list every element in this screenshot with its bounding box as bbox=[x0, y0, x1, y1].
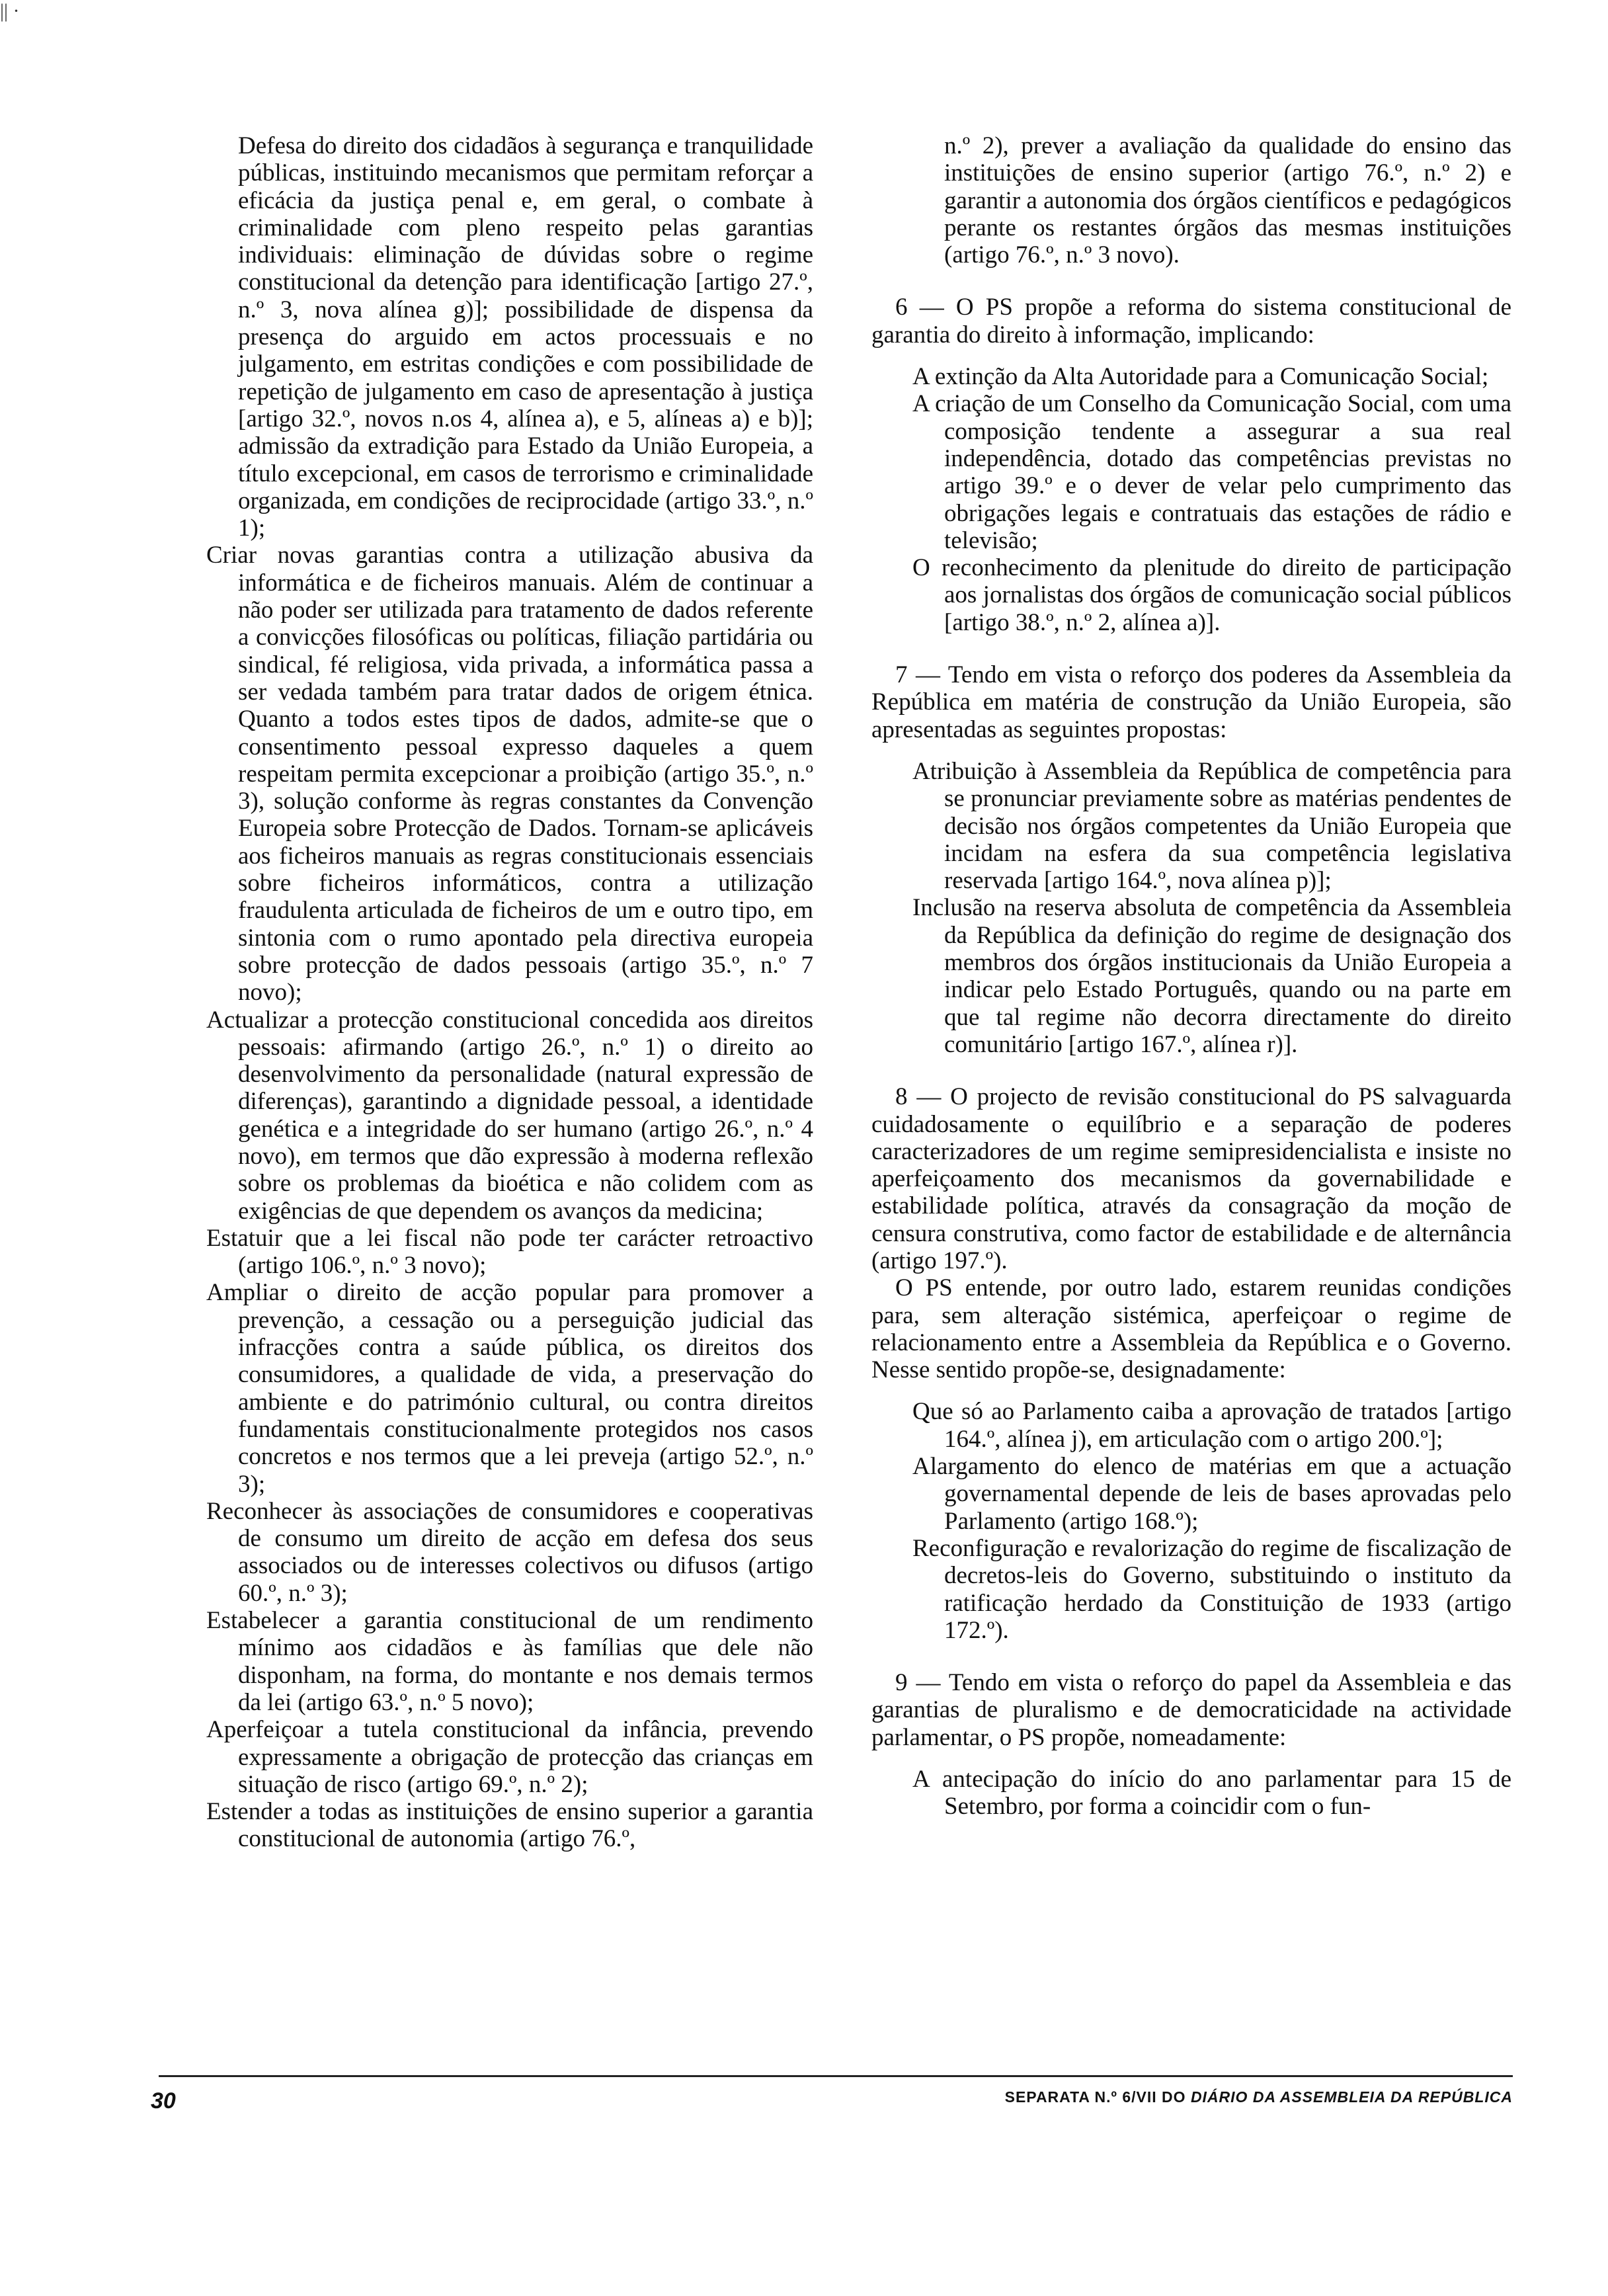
list-item: Criar novas garantias contra a utilização abusiva da informática e de ficheiros manuais. Além de continuar a não poder ser utilizada para tratamento de dados referente a convicções filosóficas ou políticas, filiação partidária ou sindical, fé religiosa, vida privada, a informática passa a ser vedada também para tratar dados de origem étnica. Quanto a todos estes tipos de dados, admite-se que o consentimento pessoal expresso daqueles a quem respeitam permita excepcionar a proibição (artigo 35.º, n.º 3), solução conforme às regras constantes da Convenção Europeia sobre Protecção de Dados. Tornam-se aplicáveis aos ficheiros manuais as regras constitucionais essenciais sobre ficheiros informáticos, contra a utilização fraudulenta articulada de ficheiros de um e outro tipo, em sintonia com o rumo apontado pela directiva europeia sobre protecção de dados pessoais (artigo 35.º, n.º 7 novo); bbox=[206, 542, 813, 1006]
list-item: O reconhecimento da plenitude do direito de participação aos jornalistas dos órgãos de comunicação social públicos [artigo 38.º, n.º 2, alínea a)]. bbox=[912, 554, 1511, 636]
list-item: A criação de um Conselho da Comunicação Social, com uma composição tendente a assegurar a sua real independência, dotado das competências previstas no artigo 39.º e o dever de velar pelo cumprimento das obrigações legais e contratuais das estações de rádio e televisão; bbox=[912, 390, 1511, 554]
list-item: Estatuir que a lei fiscal não pode ter carácter retroactivo (artigo 106.º, n.º 3 novo); bbox=[206, 1224, 813, 1280]
section-7-intro: 7 — Tendo em vista o reforço dos poderes da Assembleia da República em matéria de construção da União Europeia, são apresentadas as seguintes propostas: bbox=[871, 661, 1511, 743]
list-item: A antecipação do início do ano parlamentar para 15 de Setembro, por forma a coincidir com o fun- bbox=[912, 1766, 1511, 1821]
list-item: Reconhecer às associações de consumidores e cooperativas de consumo um direito de acção em defesa dos seus associados ou de interesses colectivos ou difusos (artigo 60.º, n.º 3); bbox=[206, 1497, 813, 1607]
section-8-intro: 8 — O projecto de revisão constitucional do PS salvaguarda cuidadosamente o equilíbrio e a separação de poderes caracterizadores de um regime semipresidencialista e insiste no aperfeiçoamento dos mecanismos da governabilidade e estabilidade política, através da consagração da moção de censura construtiva, como factor de estabilidade e de alternância (artigo 197.º). bbox=[871, 1083, 1511, 1274]
page-number: 30 bbox=[151, 2088, 176, 2113]
list-item: Inclusão na reserva absoluta de competência da Assembleia da República da definição do regime de designação dos membros dos órgãos institucionais da União Europeia a indicar pelo Estado Português, quando ou na parte em que tal regime não decorra directamente do direito comunitário [artigo 167.º, alínea r)]. bbox=[912, 894, 1511, 1058]
list-item: Defesa do direito dos cidadãos à segurança e tranquilidade públicas, instituindo mecanismos que permitam reforçar a eficácia da justiça penal e, em geral, o combate à criminalidade com pleno respeito pelas garantias individuais: eliminação de dúvidas sobre o regime constitucional da detenção para identificação [artigo 27.º, n.º 3, nova alínea g)]; possibilidade de dispensa da presença do arguido em actos processuais e no julgamento, em estritas condições e com possibilidade de repetição de julgamento em caso de apresentação à justiça [artigo 32.º, novos n.os 4, alínea a), e 5, alíneas a) e b)]; admissão da extradição para Estado da União Europeia, a título excepcional, em casos de terrorismo e criminalidade organizada, em condições de reciprocidade (artigo 33.º, n.º 1); bbox=[238, 132, 813, 542]
list-item: Que só ao Parlamento caiba a aprovação de tratados [artigo 164.º, alínea j), em articulação com o artigo 200.º]; bbox=[912, 1398, 1511, 1453]
list-item: Actualizar a protecção constitucional concedida aos direitos pessoais: afirmando (artigo 26.º, n.º 1) o direito ao desenvolvimento da personalidade (natural expressão de diferenças), garantindo a dignidade pessoal, a identidade genética e a integridade do ser humano (artigo 26.º, n.º 4 novo), em termos que dão expressão à moderna reflexão sobre os problemas da bioética e não colidem com as exigências de que dependem os avanços da medicina; bbox=[206, 1006, 813, 1225]
section-9-intro: 9 — Tendo em vista o reforço do papel da Assembleia e das garantias de pluralismo e de democraticidade na actividade parlamentar, o PS propõe, nomeadamente: bbox=[871, 1669, 1511, 1751]
section-6-intro: 6 — O PS propõe a reforma do sistema constitucional de garantia do direito à informação, implicando: bbox=[871, 294, 1511, 348]
corner-mark: || · bbox=[0, 0, 20, 22]
list-item: Aperfeiçoar a tutela constitucional da infância, prevendo expressamente a obrigação de protecção das crianças em situação de risco (artigo 69.º, n.º 2); bbox=[206, 1716, 813, 1798]
list-item: A extinção da Alta Autoridade para a Comunicação Social; bbox=[912, 363, 1489, 391]
left-column bbox=[206, 132, 813, 1853]
list-item: Ampliar o direito de acção popular para promover a prevenção, a cessação ou a perseguição judicial das infracções contra a saúde pública, os direitos dos consumidores, a qualidade de vida, a preservação do ambiente e do património cultural, ou contra direitos fundamentais constitucionalmente protegidos nos casos concretos e nos termos que a lei preveja (artigo 52.º, n.º 3); bbox=[206, 1279, 813, 1498]
list-item: Estabelecer a garantia constitucional de um rendimento mínimo aos cidadãos e às famílias que dele não disponham, na forma, do montante e nos demais termos da lei (artigo 63.º, n.º 5 novo); bbox=[206, 1607, 813, 1716]
list-item: Alargamento do elenco de matérias em que a actuação governamental depende de leis de bases aprovadas pelo Parlamento (artigo 168.º); bbox=[912, 1453, 1511, 1535]
list-item: Atribuição à Assembleia da República de competência para se pronunciar previamente sobre as matérias pendentes de decisão nos órgãos competentes da União Europeia que incidam na esfera da sua competência legislativa reservada [artigo 164.º, nova alínea p)]; bbox=[912, 757, 1511, 895]
section-8-paragraph: O PS entende, por outro lado, estarem reunidas condições para, sem alteração sistémica, aperfeiçoar o regime de relacionamento entre a Assembleia da República e o Governo. Nesse sentido propõe-se, designadamente: bbox=[871, 1274, 1511, 1384]
list-item: Reconfiguração e revalorização do regime de fiscalização de decretos-leis do Governo, substituindo o instituto da ratificação herdado da Constituição de 1933 (artigo 172.º). bbox=[912, 1534, 1511, 1644]
publication-title: SEPARATA N.º 6/VII DO DIÁRIO DA ASSEMBLEIA DA REPÚBLICA bbox=[1004, 2088, 1513, 2106]
continuation-paragraph: n.º 2), prever a avaliação da qualidade do ensino das instituições de ensino superior (artigo 76.º, n.º 2) e garantir a autonomia dos órgãos científicos e pedagógicos perante os restantes órgãos das mesmas instituições (artigo 76.º, n.º 3 novo). bbox=[944, 132, 1511, 269]
footer-divider bbox=[159, 2075, 1513, 2077]
right-column bbox=[871, 132, 1511, 1821]
list-item: Estender a todas as instituições de ensino superior a garantia constitucional de autonomia (artigo 76.º, bbox=[206, 1798, 813, 1853]
